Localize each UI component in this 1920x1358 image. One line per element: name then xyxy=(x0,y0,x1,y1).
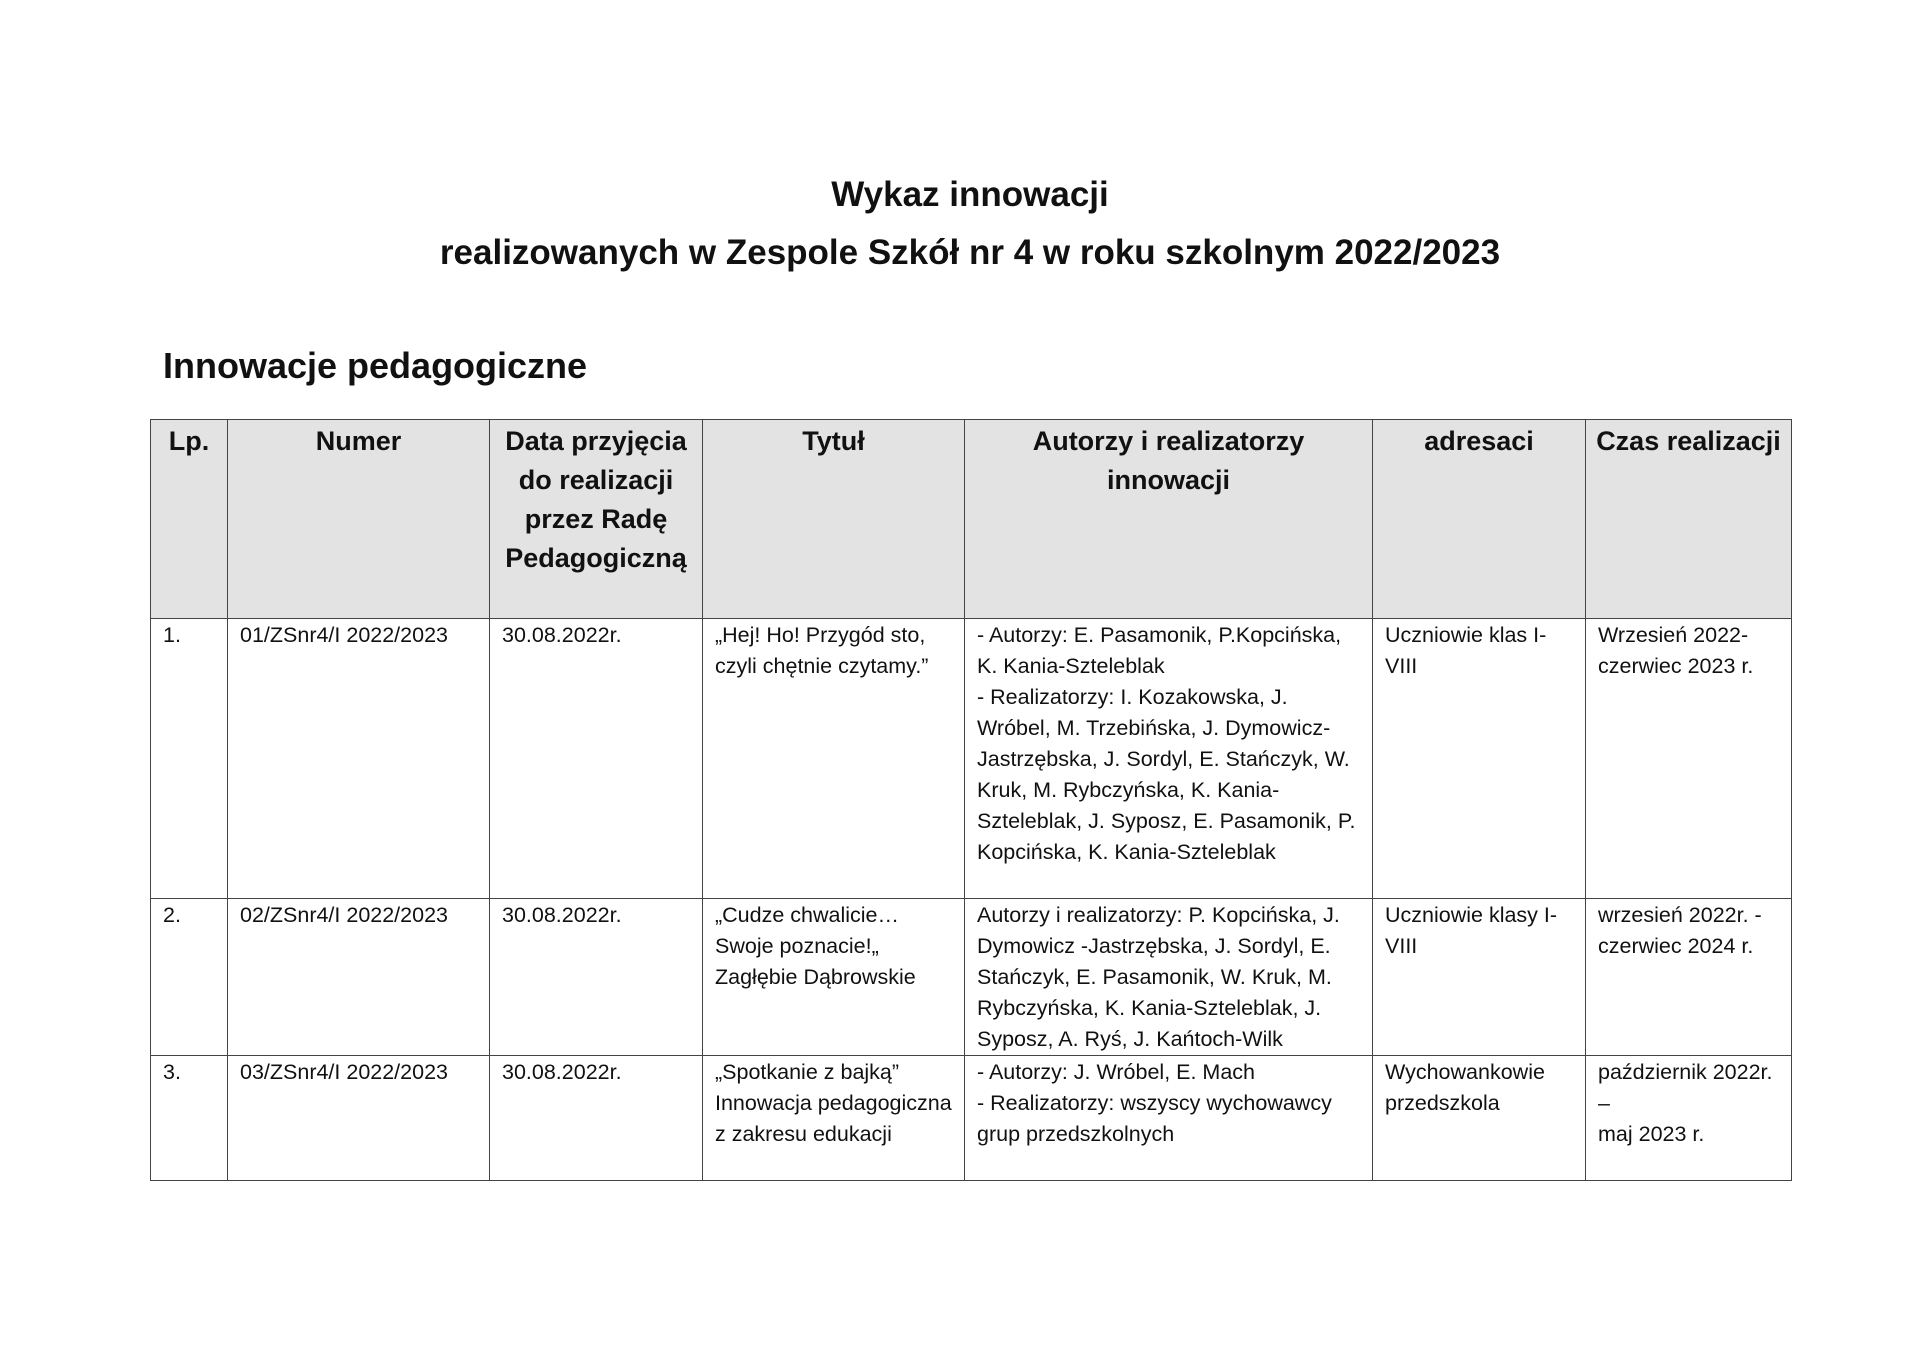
cell-tytul: „Cudze chwalicie… Swoje poznacie!„ Zagłębie Dąbrowskie xyxy=(703,899,965,1056)
cell-czas: Wrzesień 2022-czerwiec 2023 r. xyxy=(1586,619,1792,899)
cell-lp: 3. xyxy=(151,1056,228,1181)
cell-adresaci: Uczniowie klasy I-VIII xyxy=(1373,899,1586,1056)
title-line-2: realizowanych w Zespole Szkół nr 4 w roku szkolnym 2022/2023 xyxy=(439,233,1501,272)
innovations-table xyxy=(150,419,1792,1181)
header-adresaci: adresaci xyxy=(1373,420,1586,619)
cell-lp: 2. xyxy=(151,899,228,1056)
table-row xyxy=(151,1056,1792,1181)
cell-adresaci: Wychowankowie przedszkola xyxy=(1373,1056,1586,1181)
title-line-1: Wykaz innowacji xyxy=(831,175,1109,214)
table-row xyxy=(151,899,1792,1056)
header-tytul: Tytuł xyxy=(703,420,965,619)
cell-tytul: „Hej! Ho! Przygód sto, czyli chętnie czytamy.” xyxy=(703,619,965,899)
cell-numer: 01/ZSnr4/I 2022/2023 xyxy=(228,619,490,899)
header-autorzy: Autorzy i realizatorzy innowacji xyxy=(965,420,1373,619)
header-numer: Numer xyxy=(228,420,490,619)
cell-numer: 02/ZSnr4/I 2022/2023 xyxy=(228,899,490,1056)
cell-data: 30.08.2022r. xyxy=(490,619,703,899)
cell-lp: 1. xyxy=(151,619,228,899)
document-title xyxy=(150,166,1790,282)
header-data: Data przyjęcia do realizacji przez Radę Pedagogiczną xyxy=(490,420,703,619)
header-lp: Lp. xyxy=(151,420,228,619)
header-czas: Czas realizacji xyxy=(1586,420,1792,619)
table-header-row xyxy=(151,420,1792,619)
cell-czas: październik 2022r. – maj 2023 r. xyxy=(1586,1056,1792,1181)
cell-data: 30.08.2022r. xyxy=(490,1056,703,1181)
cell-autorzy: - Autorzy: J. Wróbel, E. Mach - Realizatorzy: wszyscy wychowawcy grup przedszkolnych xyxy=(965,1056,1373,1181)
table-row xyxy=(151,619,1792,899)
cell-numer: 03/ZSnr4/I 2022/2023 xyxy=(228,1056,490,1181)
cell-czas: wrzesień 2022r. - czerwiec 2024 r. xyxy=(1586,899,1792,1056)
cell-autorzy: - Autorzy: E. Pasamonik, P.Kopcińska, K. Kania-Szteleblak - Realizatorzy: I. Kozakowska, J. Wróbel, M. Trzebińska, J. Dymowicz-Jastrzębska, J. Sordyl, E. Stańczyk, W. Kruk, M. Rybczyńska, K. Kania-Szteleblak, J. Syposz, E. Pasamonik, P. Kopcińska, K. Kania-Szteleblak xyxy=(965,619,1373,899)
section-heading: Innowacje pedagogiczne xyxy=(163,345,588,386)
cell-autorzy: Autorzy i realizatorzy: P. Kopcińska, J. Dymowicz -Jastrzębska, J. Sordyl, E. Stańczyk, E. Pasamonik, W. Kruk, M. Rybczyńska, K. Kania-Szteleblak, J. Syposz, A. Ryś, J. Kańtoch-Wilk xyxy=(965,899,1373,1056)
cell-tytul: „Spotkanie z bajką” Innowacja pedagogiczna z zakresu edukacji xyxy=(703,1056,965,1181)
cell-data: 30.08.2022r. xyxy=(490,899,703,1056)
cell-adresaci: Uczniowie klas I-VIII xyxy=(1373,619,1586,899)
